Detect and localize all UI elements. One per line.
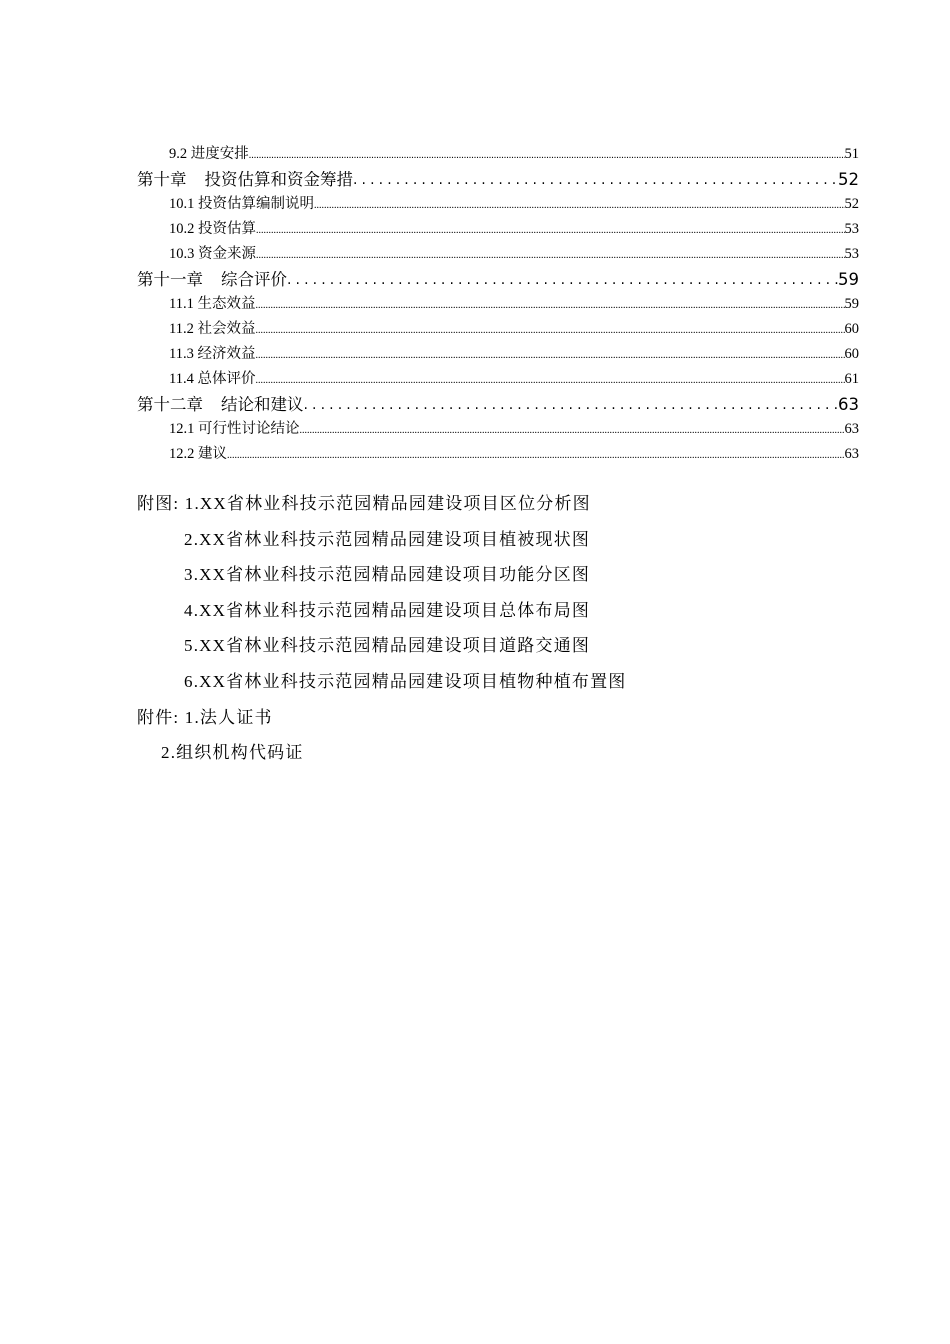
- dot-leader: [255, 370, 844, 392]
- dot-leader: [255, 345, 844, 367]
- toc-entry-10-1[interactable]: 10.1 投资估算编制说明 ..... 52: [137, 192, 859, 217]
- toc-chapter-11[interactable]: 第十一章 综合评价 ..... 59: [137, 267, 859, 292]
- toc-entry-10-3[interactable]: 10.3 资金来源 ..... 53: [137, 242, 859, 267]
- dot-leader: [227, 445, 845, 467]
- dot-leader: [304, 393, 839, 417]
- dot-leader: [255, 295, 844, 317]
- attachment-item: 2.组织机构代码证: [161, 743, 304, 763]
- figure-item: 5.XX省林业科技示范园精品园建设项目道路交通图: [184, 636, 591, 656]
- appendix-list: [137, 490, 627, 775]
- table-of-contents: [137, 142, 859, 467]
- attachments-heading: 附件:: [137, 707, 185, 727]
- toc-entry-12-2[interactable]: 12.2 建议 ..... 63: [137, 442, 859, 467]
- toc-chapter-12[interactable]: 第十二章 结论和建议 ..... 63: [137, 392, 859, 417]
- attachment-item: 附件: 1.法人证书: [137, 707, 273, 727]
- figure-item: 附图: 1.XX省林业科技示范园精品园建设项目区位分析图: [137, 494, 591, 513]
- dot-leader: [256, 220, 845, 242]
- toc-entry-12-1[interactable]: 12.1 可行性讨论结论 ..... 63: [137, 417, 859, 442]
- toc-entry-11-2[interactable]: 11.2 社会效益 ..... 60: [137, 317, 859, 342]
- figure-item: 3.XX省林业科技示范园精品园建设项目功能分区图: [184, 565, 591, 585]
- dot-leader: [255, 320, 844, 342]
- dot-leader: [287, 268, 838, 292]
- figure-item: 6.XX省林业科技示范园精品园建设项目植物种植布置图: [184, 671, 627, 691]
- dot-leader: [256, 245, 845, 267]
- figures-heading: 附图:: [137, 494, 185, 513]
- toc-entry-11-4[interactable]: 11.4 总体评价 ..... 61: [137, 367, 859, 392]
- toc-entry-11-1[interactable]: 11.1 生态效益 ..... 59: [137, 292, 859, 317]
- toc-chapter-10[interactable]: 第十章 投资估算和资金筹措 ..... 52: [137, 167, 859, 192]
- toc-entry-10-2[interactable]: 10.2 投资估算 ..... 53: [137, 217, 859, 242]
- dot-leader: [249, 145, 845, 167]
- figure-item: 4.XX省林业科技示范园精品园建设项目总体布局图: [184, 600, 591, 620]
- dot-leader: [353, 168, 838, 192]
- toc-entry-11-3[interactable]: 11.3 经济效益 ..... 60: [137, 342, 859, 367]
- figure-item: 2.XX省林业科技示范园精品园建设项目植被现状图: [184, 529, 591, 549]
- dot-leader: [300, 420, 845, 442]
- dot-leader: [314, 195, 845, 217]
- toc-entry-9-2[interactable]: 9.2 进度安排 ..... 51: [137, 142, 859, 167]
